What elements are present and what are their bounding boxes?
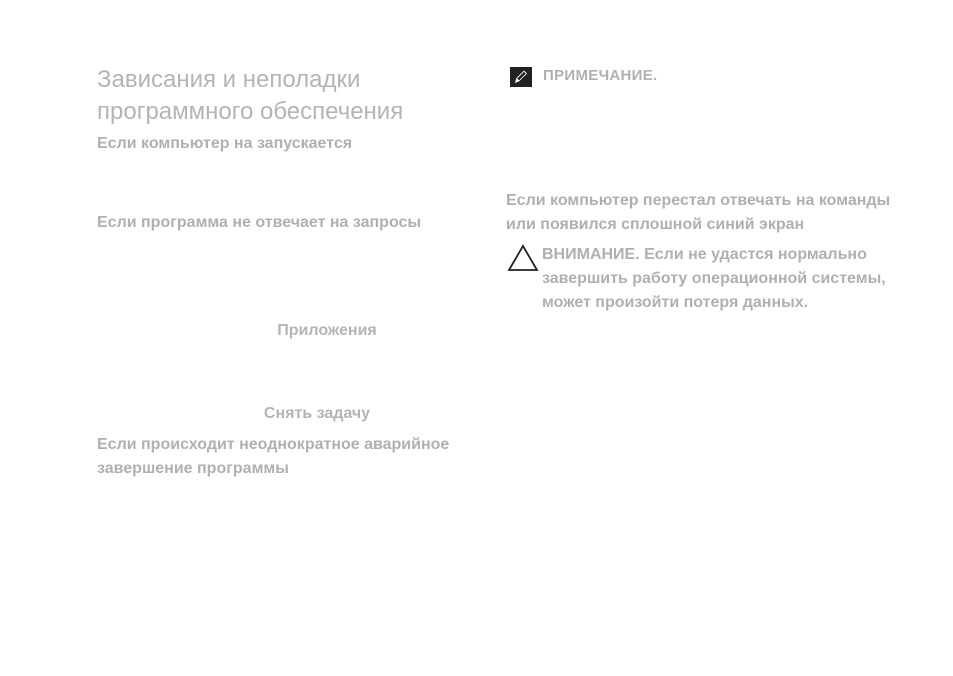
label-applications: Приложения: [277, 322, 377, 339]
heading-crash: Если происходит неоднократное аварийное завершение программы: [97, 436, 450, 477]
warning-text: ВНИМАНИЕ. Если не удастся нормально завершить работу операционной системы, может произойти потеря данных.: [542, 246, 886, 311]
heading-blue-screen: Если компьютер перестал отвечать на команды или появился сплошной синий экран: [506, 192, 891, 233]
note-label: ПРИМЕЧАНИЕ.: [543, 67, 658, 84]
label-end-task: Снять задачу: [263, 405, 371, 422]
heading-no-start: Если компьютер на запускается: [97, 135, 353, 152]
page-title: Зависания и неполадки программного обеспечения: [97, 66, 404, 125]
warning-triangle-icon: [507, 244, 539, 272]
heading-not-responding: Если программа не отвечает на запросы: [97, 214, 422, 231]
pencil-note-icon: [510, 67, 532, 87]
